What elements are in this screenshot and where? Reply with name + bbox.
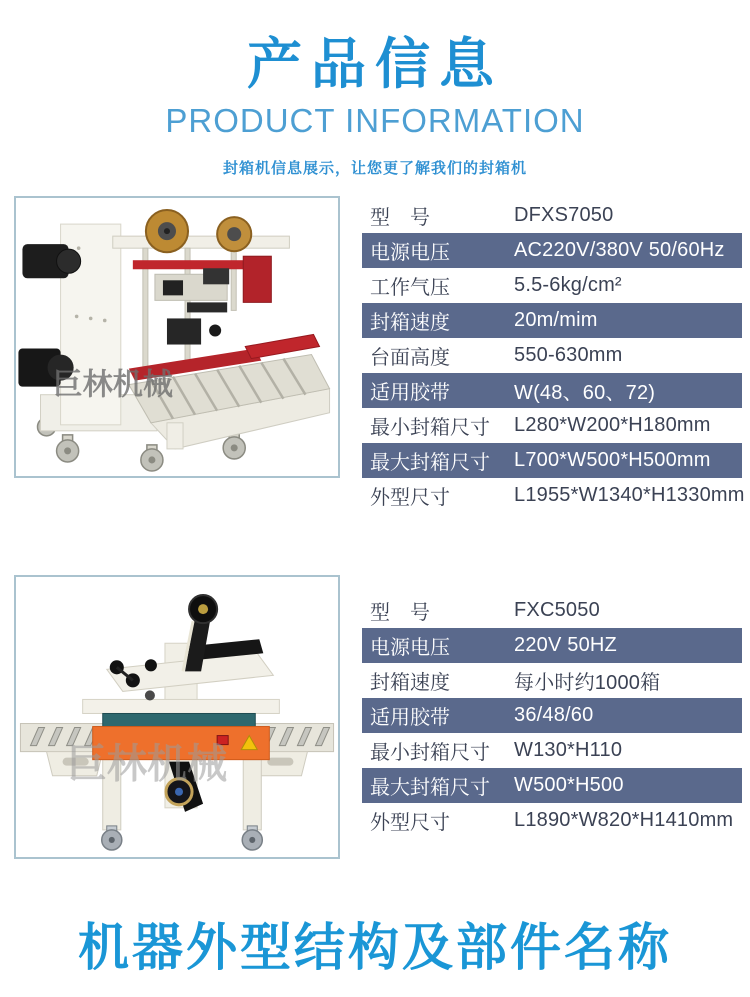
spec-row	[362, 233, 742, 268]
spec-value: 220V 50HZ	[514, 634, 617, 656]
product-photo-fxc5050	[14, 575, 340, 859]
spec-value: DFXS7050	[514, 204, 614, 226]
spec-row	[362, 373, 742, 408]
spec-value: 20m/mim	[514, 309, 598, 331]
spec-row	[362, 593, 742, 628]
spec-value: L700*W500*H500mm	[514, 449, 711, 471]
spec-row	[362, 768, 742, 803]
watermark-text: 巨林机械	[52, 368, 173, 402]
spec-value: 5.5-6kg/cm²	[514, 274, 622, 296]
spec-label: 电源电压	[370, 242, 450, 264]
page-tagline: 封箱机信息展示，让您更了解我们的封箱机	[222, 159, 527, 177]
spec-row	[362, 443, 742, 478]
spec-row	[362, 803, 742, 838]
spec-value: W130*H110	[514, 739, 623, 761]
spec-label: 封箱速度	[370, 312, 450, 334]
spec-label: 封箱速度	[370, 672, 450, 694]
spec-label: 外型尺寸	[370, 487, 450, 509]
spec-row	[362, 478, 745, 513]
spec-row	[362, 303, 742, 338]
spec-row	[362, 408, 742, 443]
spec-label: 工作气压	[370, 277, 450, 299]
spec-row	[362, 698, 742, 733]
spec-label: 最小封箱尺寸	[370, 742, 490, 764]
spec-value: W500*H500	[514, 774, 624, 796]
page-title: 产品信息	[246, 33, 503, 95]
spec-label: 最小封箱尺寸	[370, 417, 490, 439]
sealing-machine-illustration	[16, 577, 338, 857]
spec-table-dfxs7050	[362, 198, 745, 513]
spec-value: 每小时约1000箱	[514, 672, 661, 694]
spec-value: W(48、60、72)	[514, 382, 656, 404]
spec-row	[362, 268, 742, 303]
watermark-text: 巨林机械	[66, 741, 228, 787]
spec-label: 台面高度	[370, 347, 450, 369]
spec-label: 最大封箱尺寸	[370, 777, 490, 799]
page-header	[0, 34, 750, 178]
spec-row	[362, 733, 742, 768]
page-subtitle: PRODUCT INFORMATION	[165, 101, 585, 139]
spec-value: 550-630mm	[514, 344, 623, 366]
spec-value: 36/48/60	[514, 704, 594, 726]
sealing-machine-illustration	[16, 198, 338, 476]
spec-value: AC220V/380V 50/60Hz	[514, 239, 725, 261]
spec-table-fxc5050	[362, 593, 742, 838]
spec-row	[362, 198, 742, 233]
product-photo-dfxs7050	[14, 196, 340, 478]
section-title-machine-structure: 机器外型结构及部件名称	[77, 919, 672, 976]
spec-label: 型 号	[370, 207, 430, 229]
spec-label: 适用胶带	[370, 382, 450, 404]
spec-label: 最大封箱尺寸	[370, 452, 490, 474]
spec-value: L1955*W1340*H1330mm	[514, 484, 745, 506]
spec-value: L280*W200*H180mm	[514, 414, 711, 436]
spec-label: 适用胶带	[370, 707, 450, 729]
spec-label: 型 号	[370, 602, 430, 624]
spec-row	[362, 628, 742, 663]
spec-label: 电源电压	[370, 637, 450, 659]
spec-value: L1890*W820*H1410mm	[514, 809, 734, 831]
spec-value: FXC5050	[514, 599, 600, 621]
product-section-fxc5050	[14, 575, 742, 859]
spec-row	[362, 338, 742, 373]
spec-row	[362, 663, 742, 698]
spec-label: 外型尺寸	[370, 812, 450, 834]
product-section-dfxs7050	[14, 196, 745, 513]
